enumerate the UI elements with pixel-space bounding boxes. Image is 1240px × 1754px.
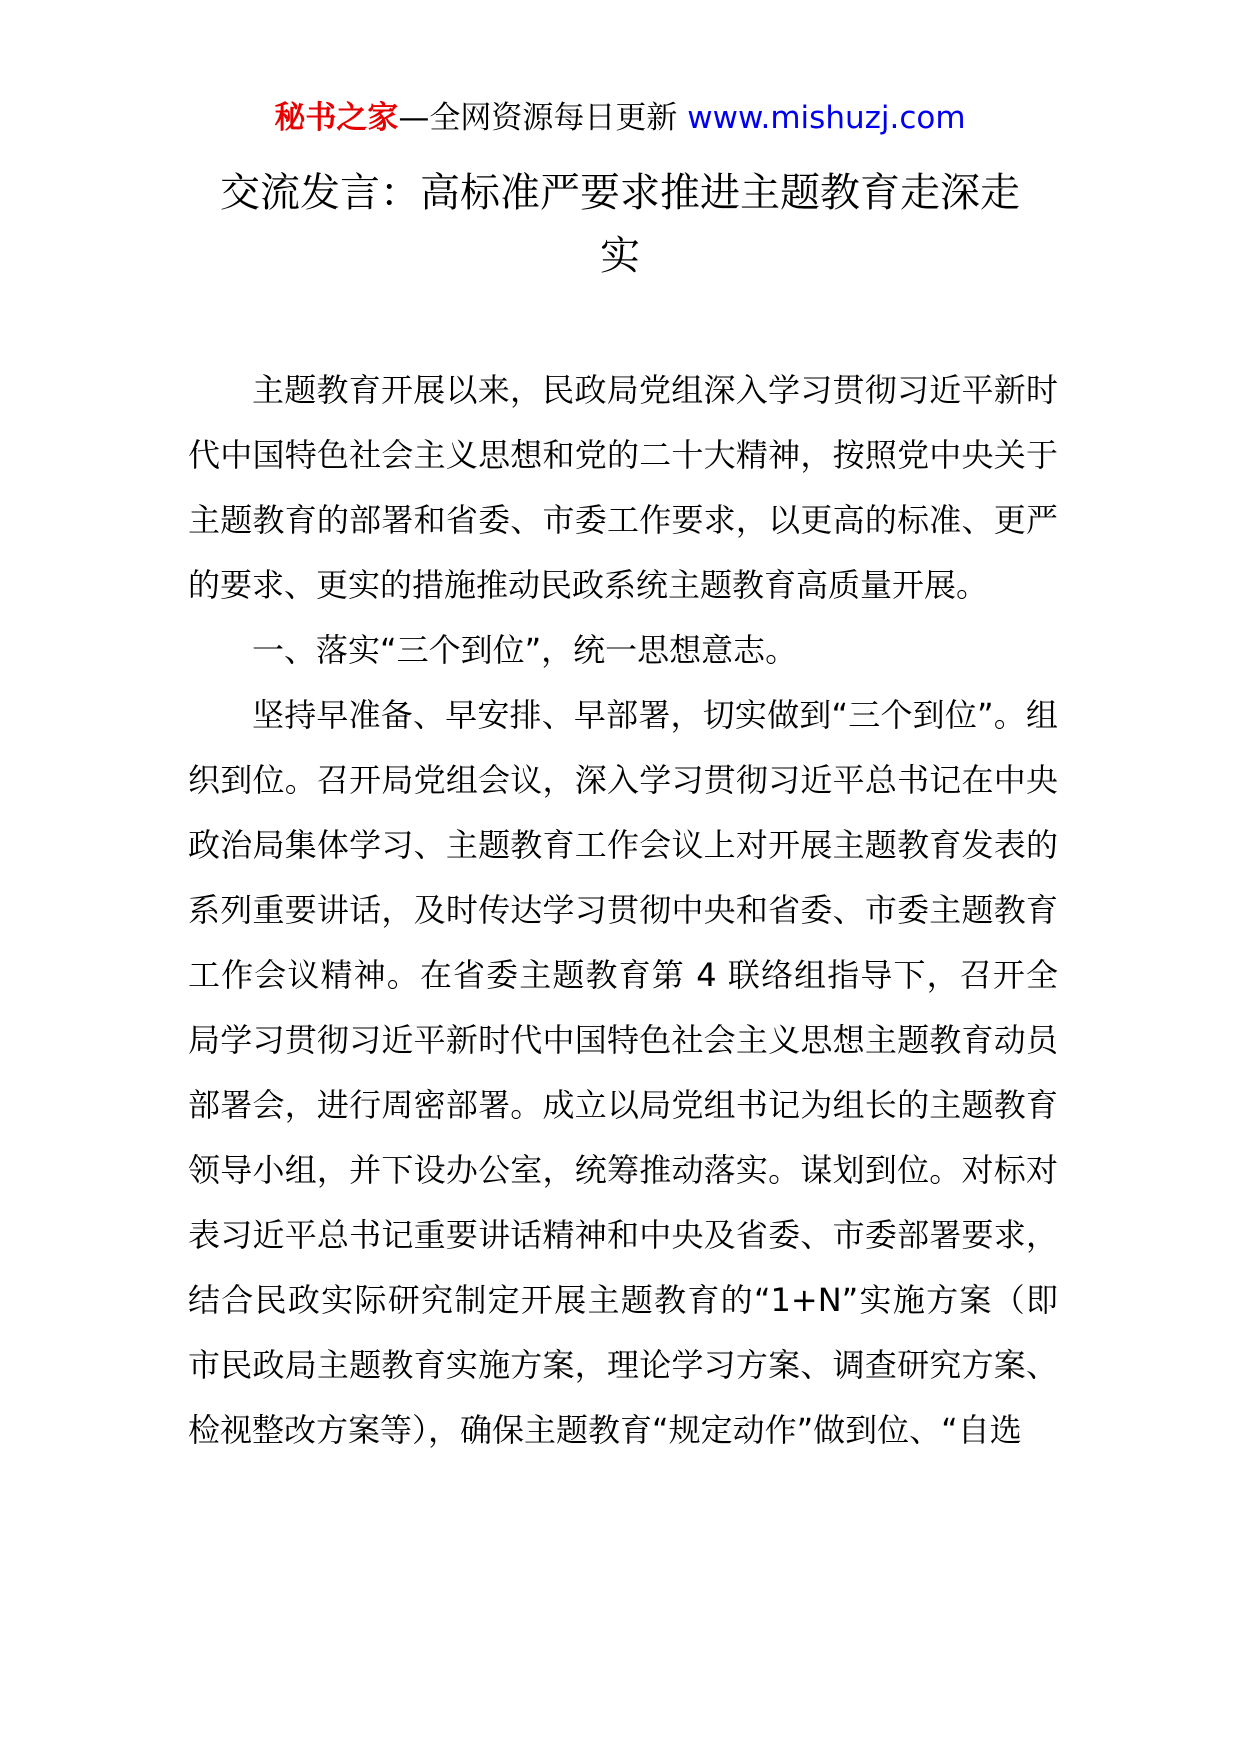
site-slogan: —全网资源每日更新 <box>398 100 688 136</box>
site-brand: 秘书之家 <box>274 100 399 136</box>
title-line-1: 交流发言：高标准严要求推进主题教育走深走 <box>220 170 1020 216</box>
title-line-2: 实 <box>600 233 640 279</box>
intro-paragraph: 主题教育开展以来，民政局党组深入学习贯彻习近平新时代中国特色社会主义思想和党的二十大精神，按照党中央关于主题教育的部署和省委、市委工作要求，以更高的标准、更严的要求、更实的措施推动民政系统主题教育高质量开展。 <box>188 371 1058 604</box>
section-heading-1: 一、落实“三个到位”，统一思想意志。 <box>252 631 798 669</box>
site-header <box>0 98 1240 138</box>
document-body <box>188 358 1058 1463</box>
site-url-link[interactable]: www.mishuzj.com <box>687 100 966 136</box>
body-paragraph: 坚持早准备、早安排、早部署，切实做到“三个到位”。组织到位。召开局党组会议，深入学习贯彻习近平总书记在中央政治局集体学习、主题教育工作会议上对开展主题教育发表的系列重要讲话，及时传达学习贯彻中央和省委、市委主题教育工作会议精神。在省委主题教育第 4 联络组指导下，召开全局学习贯彻习近平新时代中国特色社会主义思想主题教育动员部署会，进行周密部署。成立以局党组书记为组长的主题教育领导小组，并下设办公室，统筹推动落实。谋划到位。对标对表习近平总书记重要讲话精神和中央及省委、市委部署要求，结合民政实际研究制定开展主题教育的“1+N”实施方案（即市民政局主题教育实施方案，理论学习方案、调查研究方案、检视整改方案等），确保主题教育“规定动作”做到位、“自选 <box>188 696 1058 1449</box>
document-title <box>0 162 1240 288</box>
